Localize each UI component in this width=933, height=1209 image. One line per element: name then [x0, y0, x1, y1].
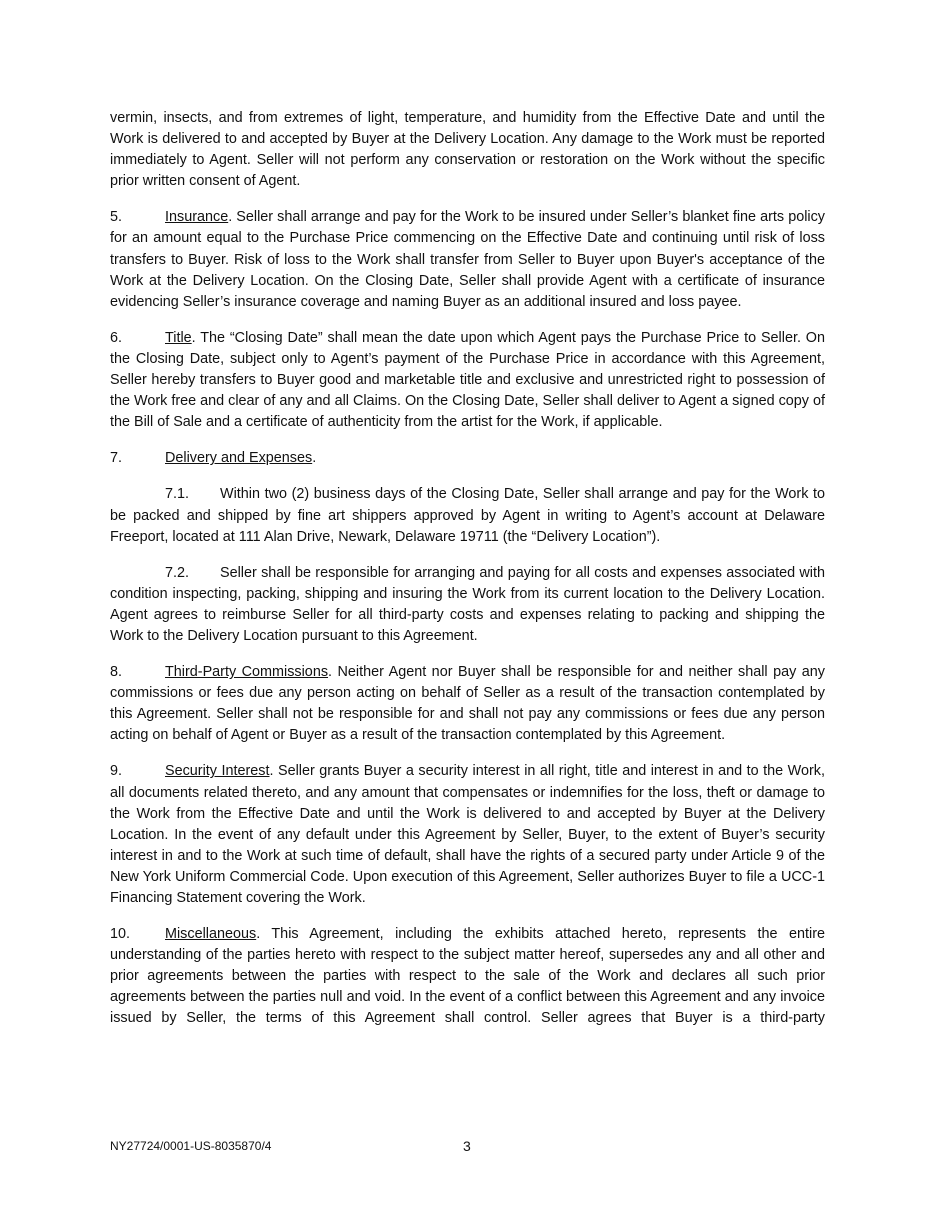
section-text: . Seller grants Buyer a security interest in all right, title and interest in and to the Work, all documents related thereto, and any amount that compensates or indemnifies for the loss, theft or damage to the Work from the Effective Date and until the Work is delivered to and accepted by Buyer at the Delivery Location. In the event of any default under this Agreement by Seller, Buyer, to the extent of Buyer’s security interest in and to the Work at such time of default, shall have the rights of a secured party under Article 9 of the New York Uniform Commercial Code. Upon execution of this Agreement, Seller authorizes Buyer to file a UCC-1 Financing Statement covering the Work. — [110, 763, 825, 906]
section-heading: Third-Party Commissions — [165, 664, 329, 681]
page-number: 3 — [463, 1138, 471, 1154]
document-page — [110, 108, 825, 1045]
section-text: . Seller shall arrange and pay for the Work to be insured under Seller’s blanket fine arts policy for an amount equal to the Purchase Price commencing on the Effective Date and continuing until risk of loss transfers to Buyer. Risk of loss to the Work shall transfer from Seller to Buyer upon Buyer's acceptance of the Work at the Delivery Location. On the Closing Date, Seller shall provide Agent with a certificate of insurance evidencing Seller’s insurance coverage and naming Buyer as an additional insured and loss payee. — [110, 209, 825, 310]
subsection-text: Within two (2) business days of the Closing Date, Seller shall arrange and pay for the Work to be packed and shipped by fine art shippers approved by Agent in writing to Agent’s account at Delaware Freeport, located at 111 Alan Drive, Newark, Delaware 19711 (the “Delivery Location”). — [110, 486, 825, 545]
section-number: 5. — [110, 209, 123, 226]
section-heading: Security Interest — [165, 763, 270, 780]
section-heading: Insurance — [165, 209, 229, 226]
section-text: . Neither Agent nor Buyer shall be responsible for and neither shall pay any commissions or fees due any person acting on behalf of Seller as a result of the transaction contemplated by this Agreement. Seller shall not be responsible for and shall not pay any commissions or fees due any person acting on behalf of Agent or Buyer as a result of the transaction contemplated by this Agreement. — [110, 664, 825, 744]
document-id: NY27724/0001-US-8035870/4 — [110, 1139, 272, 1153]
section-heading: Delivery and Expenses — [165, 450, 313, 467]
subsection-text: Seller shall be responsible for arranging and paying for all costs and expenses associated with condition inspecting, packing, shipping and insuring the Work from its current location to the Delivery Location. Agent agrees to reimburse Seller for all third-party costs and expenses relating to packing and shipping the Work to the Delivery Location pursuant to this Agreement. — [110, 564, 825, 644]
section-text: . This Agreement, including the exhibits attached hereto, represents the entire understanding of the parties hereto with respect to the subject matter hereof, supersedes any and all other and prior agreements between the parties with respect to the sale of the Work and declares all such prior agreements between the parties null and void. In the event of a conflict between this Agreement and any invoice issued by Seller, the terms of this Agreement shall control. Seller agrees that Buyer is a third-party — [110, 926, 825, 1027]
section-delivery — [110, 448, 825, 469]
section-text: . The “Closing Date” shall mean the date upon which Agent pays the Purchase Price to Seller. On the Closing Date, subject only to Agent’s payment of the Purchase Price in accordance with this Agreement, Seller hereby transfers to Buyer good and marketable title and exclusive and unrestricted right to possession of the Work free and clear of any and all Claims. On the Closing Date, Seller shall deliver to Agent a signed copy of the Bill of Sale and a certificate of authenticity from the artist for the Work, if applicable. — [110, 329, 825, 431]
section-number: 6. — [110, 329, 123, 346]
subsection-7-1 — [110, 484, 825, 547]
section-commissions — [110, 662, 825, 746]
continuation-paragraph: vermin, insects, and from extremes of light, temperature, and humidity from the Effective Date and until the Work is delivered to and accepted by Buyer at the Delivery Location. Any damage to the Work must be reported immediately to Agent. Seller will not perform any conservation or restoration on the Work without the specific prior written consent of Agent. — [110, 110, 825, 190]
subsection-number: 7.1. — [165, 486, 190, 503]
section-number: 10. — [110, 926, 131, 943]
section-title — [110, 328, 825, 433]
section-heading: Miscellaneous — [165, 926, 257, 943]
section-heading: Title — [165, 329, 192, 346]
section-number: 9. — [110, 763, 123, 780]
section-number: 7. — [110, 450, 123, 467]
section-miscellaneous — [110, 924, 825, 1029]
section-number: 8. — [110, 664, 123, 681]
subsection-number: 7.2. — [165, 564, 190, 581]
section-security-interest — [110, 761, 825, 909]
subsection-7-2 — [110, 563, 825, 647]
section-text: . — [312, 450, 317, 467]
section-insurance — [110, 207, 825, 312]
